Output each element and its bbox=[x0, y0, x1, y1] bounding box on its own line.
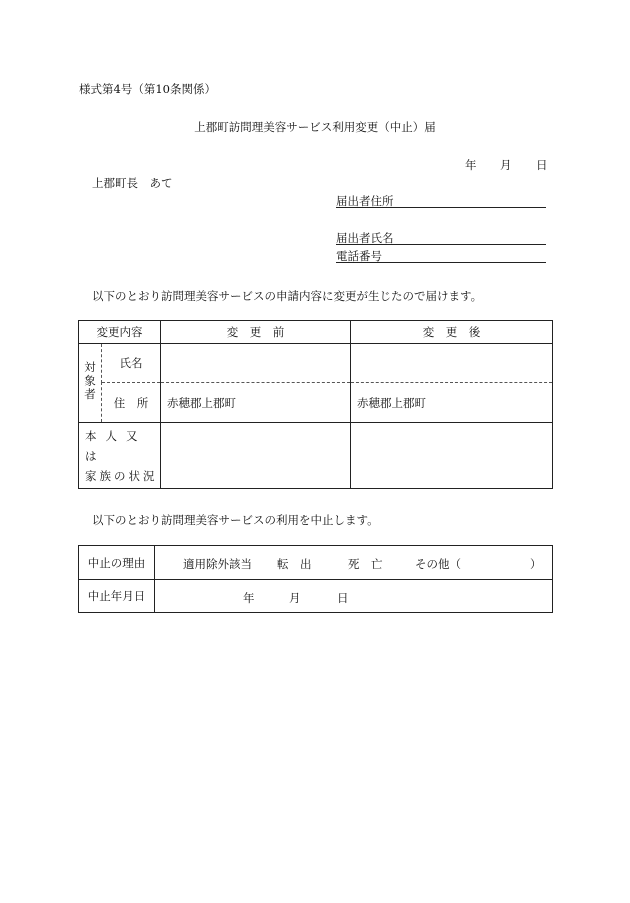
status-after-cell[interactable] bbox=[351, 423, 553, 489]
applicant-phone-field[interactable] bbox=[336, 248, 546, 263]
cancel-date-day: 日 bbox=[337, 591, 349, 605]
date-day-label: 日 bbox=[536, 158, 548, 172]
address-label: 住 所 bbox=[102, 383, 161, 423]
applicant-address-label: 届出者住所 bbox=[336, 194, 394, 208]
applicant-phone-label: 電話番号 bbox=[336, 249, 382, 263]
cancel-date-cell[interactable] bbox=[155, 580, 553, 613]
subject-label-cell bbox=[79, 344, 102, 423]
col-before-header: 変 更 前 bbox=[161, 321, 351, 344]
reason-options-cell[interactable] bbox=[155, 546, 553, 580]
cancel-date-month: 月 bbox=[289, 591, 301, 605]
name-after-cell[interactable] bbox=[351, 344, 553, 383]
applicant-address-field[interactable] bbox=[336, 193, 546, 208]
date-year-label: 年 bbox=[465, 158, 477, 172]
cancel-date-label: 中止年月日 bbox=[79, 580, 155, 613]
applicant-name-field[interactable] bbox=[336, 230, 546, 245]
status-before-cell[interactable] bbox=[161, 423, 351, 489]
name-before-cell[interactable] bbox=[161, 344, 351, 383]
reason-option-moved[interactable]: 転 出 bbox=[277, 557, 312, 571]
cancel-intro: 以下のとおり訪問理美容サービスの利用を中止します。 bbox=[92, 513, 379, 527]
reason-option-exempt[interactable]: 適用除外該当 bbox=[183, 557, 252, 571]
reason-option-other[interactable]: その他（ ） bbox=[415, 557, 542, 571]
date-month-label: 月 bbox=[500, 158, 512, 172]
address-after-cell[interactable] bbox=[351, 383, 553, 423]
address-after-value: 赤穂郡上郡町 bbox=[357, 395, 426, 410]
status-label-line2: 家族の状況 bbox=[85, 468, 158, 483]
status-label-cell bbox=[79, 423, 161, 489]
reason-label: 中止の理由 bbox=[79, 546, 155, 580]
col-item-header: 変更内容 bbox=[79, 321, 161, 344]
document-title: 上郡町訪問理美容サービス利用変更（中止）届 bbox=[194, 120, 436, 134]
form-number: 様式第4号（第10条関係） bbox=[79, 82, 216, 96]
change-intro: 以下のとおり訪問理美容サービスの申請内容に変更が生じたので届けます。 bbox=[92, 289, 483, 303]
status-label-line1: 本人又は bbox=[85, 428, 147, 463]
address-before-value: 赤穂郡上郡町 bbox=[167, 395, 236, 410]
address-before-cell[interactable] bbox=[161, 383, 351, 423]
applicant-name-label: 届出者氏名 bbox=[336, 231, 394, 245]
subject-label: 対象者 bbox=[83, 361, 97, 402]
reason-option-deceased[interactable]: 死 亡 bbox=[348, 557, 383, 571]
cancel-date-year: 年 bbox=[243, 591, 255, 605]
cancel-table bbox=[78, 545, 553, 613]
addressee: 上郡町長 あて bbox=[92, 176, 173, 190]
col-after-header: 変 更 後 bbox=[351, 321, 553, 344]
name-label: 氏名 bbox=[102, 344, 161, 383]
change-table bbox=[78, 320, 553, 489]
